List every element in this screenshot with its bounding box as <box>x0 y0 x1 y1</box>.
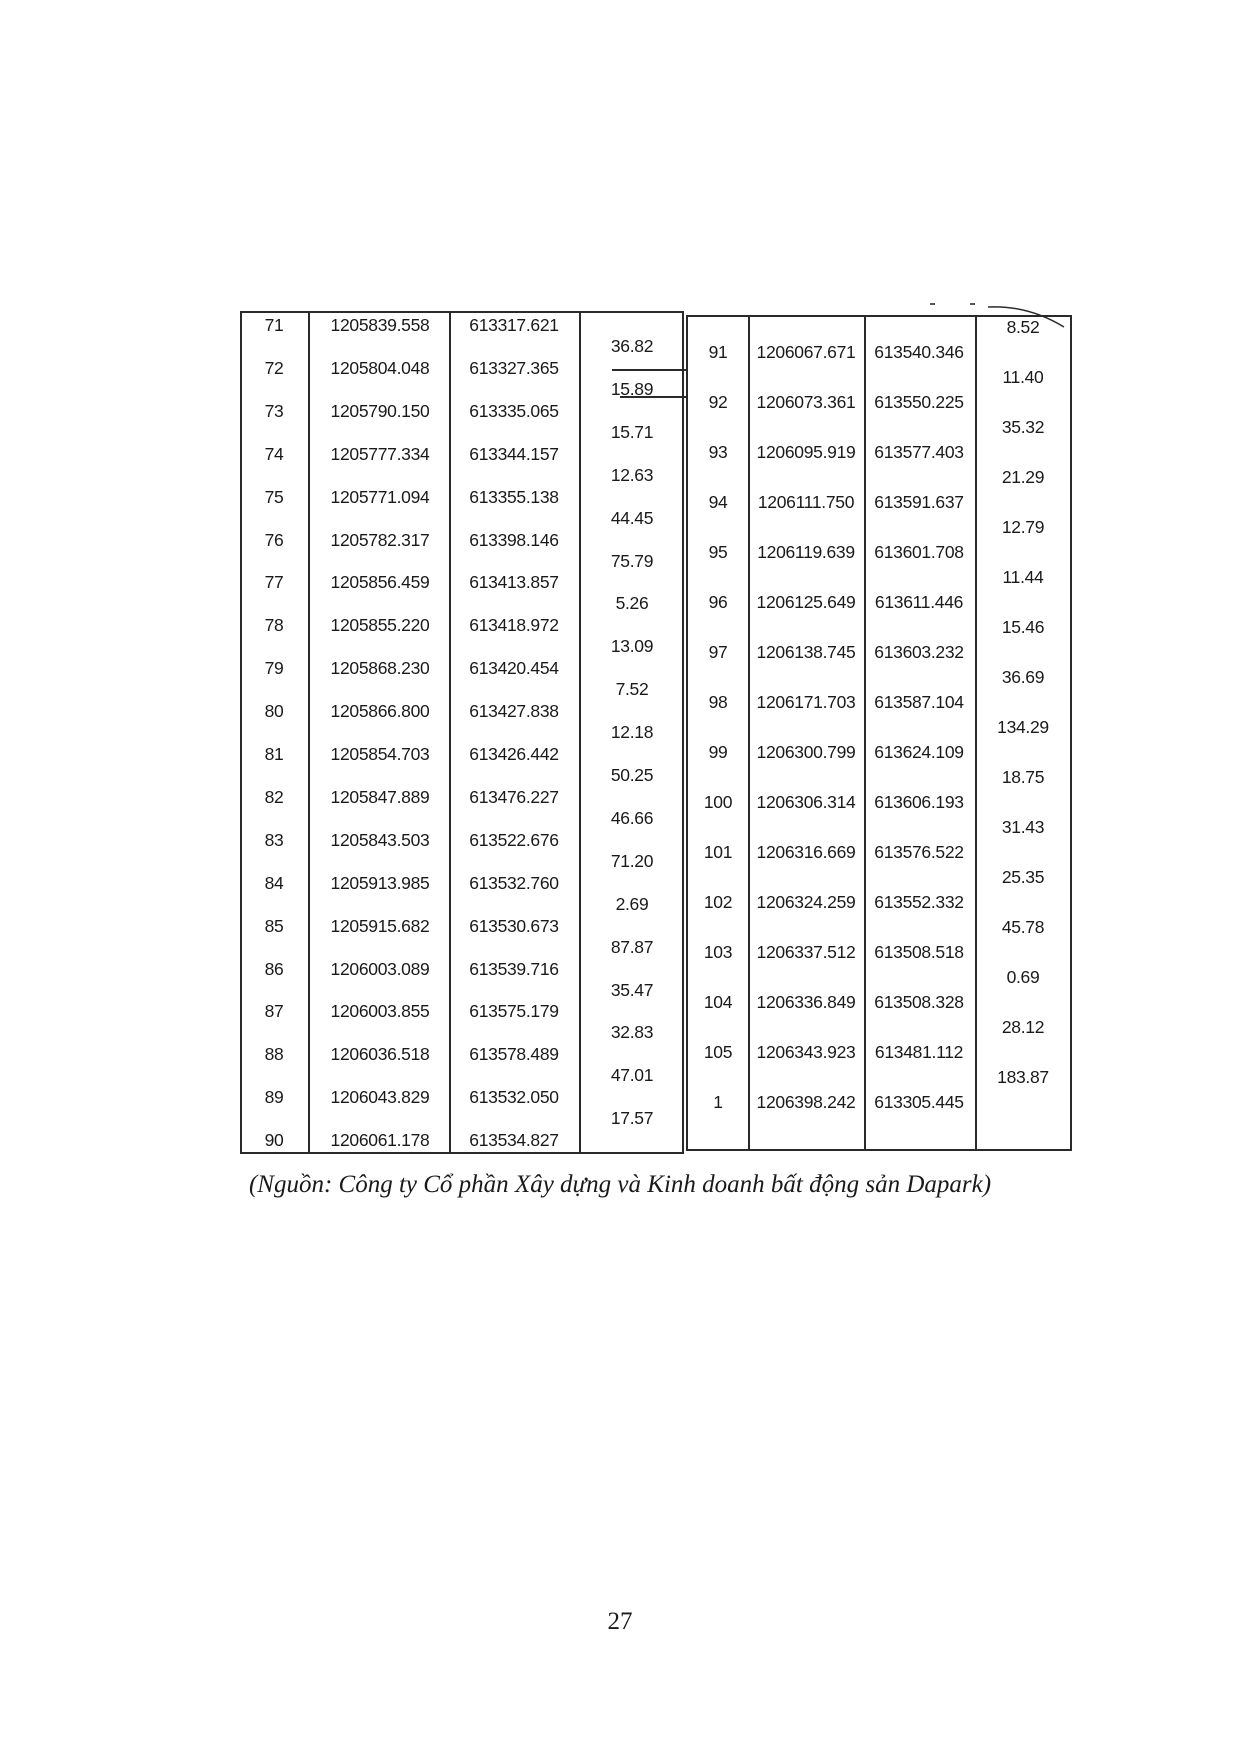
y-coordinate: 613481.112 <box>874 1042 964 1062</box>
y-coordinate: 613603.232 <box>874 642 964 662</box>
segment-distance: 17.57 <box>610 1108 654 1129</box>
y-coordinate: 613576.522 <box>874 842 964 862</box>
page-number: 27 <box>607 1608 633 1635</box>
point-id: 88 <box>264 1044 284 1065</box>
x-coordinate: 1206119.639 <box>757 542 855 562</box>
x-coordinate: 1205915.682 <box>330 915 430 936</box>
x-coordinate: 1205856.459 <box>330 572 430 593</box>
point-id: 105 <box>703 1042 733 1062</box>
point-id: 101 <box>703 842 733 862</box>
x-coordinate: 1205839.558 <box>330 315 430 335</box>
y-coordinate: 613624.109 <box>874 742 964 762</box>
x-coordinate: 1206095.919 <box>756 442 856 462</box>
segment-distance: 47.01 <box>610 1065 654 1086</box>
x-coordinate: 1206343.923 <box>756 1042 856 1062</box>
y-coordinate: 613577.403 <box>874 442 964 462</box>
segment-distance: 75.79 <box>610 550 654 571</box>
point-id: 79 <box>264 658 284 679</box>
scan-artifact <box>970 303 975 305</box>
point-id: 94 <box>708 492 728 512</box>
segment-distance: 2.69 <box>615 893 649 914</box>
x-coordinate: 1206003.089 <box>330 958 430 979</box>
segment-distance: 7.52 <box>615 679 649 700</box>
point-id: 89 <box>264 1087 284 1108</box>
column-divider <box>975 317 977 1149</box>
y-coordinate: 613532.050 <box>469 1087 559 1108</box>
segment-distance: 183.87 <box>997 1067 1049 1087</box>
y-coordinate: 613427.838 <box>469 701 559 722</box>
segment-distance: 35.32 <box>1001 417 1045 437</box>
segment-distance: 5.26 <box>615 593 649 614</box>
y-coordinate: 613355.138 <box>469 486 559 507</box>
segment-distance: 36.82 <box>610 336 654 356</box>
y-coordinate: 613530.673 <box>469 915 559 936</box>
y-coordinate: 613550.225 <box>874 392 964 412</box>
point-id: 71 <box>264 315 284 335</box>
segment-distance: 25.35 <box>1001 867 1045 887</box>
y-coordinate: 613532.760 <box>469 872 559 893</box>
point-id: 97 <box>708 642 728 662</box>
x-coordinate: 1205847.889 <box>330 786 430 807</box>
point-id: 87 <box>264 1001 284 1022</box>
point-id: 93 <box>708 442 728 462</box>
point-id: 84 <box>264 872 284 893</box>
point-id: 103 <box>703 942 733 962</box>
segment-distance: 12.63 <box>610 464 654 485</box>
segment-distance: 12.79 <box>1001 517 1045 537</box>
segment-distance: 32.83 <box>610 1022 654 1043</box>
segment-distance: 35.47 <box>610 979 654 1000</box>
distance-marker-line <box>612 369 686 371</box>
y-coordinate: 613317.621 <box>469 315 559 335</box>
y-coordinate: 613418.972 <box>469 615 559 636</box>
x-coordinate: 1206067.671 <box>756 342 856 362</box>
y-coordinate: 613522.676 <box>469 829 559 850</box>
segment-distance: 0.69 <box>1006 967 1040 987</box>
x-coordinate: 1205782.317 <box>330 529 430 550</box>
source-caption: (Nguồn: Công ty Cổ phần Xây dựng và Kinh doanh bất động sản Dapark) <box>248 1171 992 1198</box>
segment-distance: 71.20 <box>610 850 654 871</box>
y-coordinate: 613575.179 <box>469 1001 559 1022</box>
segment-distance: 8.52 <box>1006 317 1040 337</box>
scan-artifact <box>930 303 935 305</box>
x-coordinate: 1206324.259 <box>756 892 856 912</box>
x-coordinate: 1206061.178 <box>330 1130 430 1151</box>
point-id: 96 <box>708 592 728 612</box>
x-coordinate: 1206316.669 <box>756 842 856 862</box>
y-coordinate: 613587.104 <box>874 692 964 712</box>
point-id: 74 <box>264 443 284 464</box>
segment-distance: 44.45 <box>610 507 654 528</box>
segment-distance: 46.66 <box>610 807 654 828</box>
x-coordinate: 1205790.150 <box>330 400 430 421</box>
x-coordinate: 1206043.829 <box>330 1087 430 1108</box>
y-coordinate: 613305.445 <box>874 1092 964 1112</box>
x-coordinate: 1205771.094 <box>330 486 430 507</box>
point-id: 95 <box>708 542 728 562</box>
y-coordinate: 613335.065 <box>469 400 559 421</box>
point-id: 99 <box>708 742 728 762</box>
y-coordinate: 613591.637 <box>874 492 964 512</box>
column-divider <box>449 313 451 1152</box>
segment-distance: 21.29 <box>1001 467 1045 487</box>
x-coordinate: 1205855.220 <box>330 615 430 636</box>
point-id: 86 <box>264 958 284 979</box>
point-id: 90 <box>264 1130 284 1151</box>
x-coordinate: 1205913.985 <box>330 872 430 893</box>
point-id: 72 <box>264 357 284 378</box>
x-coordinate: 1206300.799 <box>756 742 856 762</box>
segment-distance: 50.25 <box>610 765 654 785</box>
column-divider <box>308 313 310 1152</box>
segment-distance: 18.75 <box>1001 767 1045 787</box>
point-id: 85 <box>264 915 284 936</box>
column-divider <box>579 313 581 1152</box>
y-coordinate: 613578.489 <box>469 1044 559 1065</box>
x-coordinate: 1205868.230 <box>330 658 430 679</box>
x-coordinate: 1205866.800 <box>330 701 430 722</box>
y-coordinate: 613552.332 <box>874 892 964 912</box>
x-coordinate: 1205843.503 <box>330 829 430 850</box>
segment-distance: 12.18 <box>610 722 654 743</box>
x-coordinate: 1206336.849 <box>756 992 856 1012</box>
x-coordinate: 1206398.242 <box>756 1092 856 1112</box>
segment-distance: 31.43 <box>1001 817 1045 837</box>
x-coordinate: 1205777.334 <box>330 443 430 464</box>
point-id: 83 <box>264 829 284 850</box>
y-coordinate: 613611.446 <box>874 592 964 612</box>
segment-distance: 15.46 <box>1001 617 1045 637</box>
point-id: 91 <box>708 342 728 362</box>
segment-distance: 11.40 <box>1002 367 1044 387</box>
point-id: 78 <box>264 615 284 636</box>
y-coordinate: 613534.827 <box>469 1130 559 1151</box>
x-coordinate: 1206138.745 <box>756 642 856 662</box>
y-coordinate: 613540.346 <box>874 342 964 362</box>
x-coordinate: 1206003.855 <box>330 1001 430 1022</box>
segment-distance: 15.89 <box>610 378 654 399</box>
y-coordinate: 613508.518 <box>874 942 964 962</box>
segment-distance: 13.09 <box>610 636 654 657</box>
x-coordinate: 1206306.314 <box>756 792 856 812</box>
point-id: 100 <box>703 792 733 812</box>
point-id: 80 <box>264 701 284 722</box>
point-id: 81 <box>264 744 284 764</box>
column-divider <box>748 317 750 1149</box>
y-coordinate: 613476.227 <box>469 786 559 807</box>
y-coordinate: 613413.857 <box>469 572 559 593</box>
right-coordinate-table <box>686 315 1072 1151</box>
left-coordinate-table <box>240 311 684 1154</box>
y-coordinate: 613539.716 <box>469 958 559 979</box>
segment-distance: 134.29 <box>997 717 1049 737</box>
point-id: 92 <box>708 392 728 412</box>
x-coordinate: 1206036.518 <box>330 1044 430 1065</box>
column-divider <box>864 317 866 1149</box>
x-coordinate: 1206337.512 <box>756 942 856 962</box>
x-coordinate: 1205804.048 <box>330 357 430 378</box>
point-id: 76 <box>264 529 284 550</box>
point-id: 73 <box>264 400 284 421</box>
segment-distance: 15.71 <box>610 421 654 442</box>
point-id: 77 <box>264 572 284 593</box>
point-id: 82 <box>264 786 284 807</box>
point-id: 104 <box>703 992 733 1012</box>
x-coordinate: 1206073.361 <box>756 392 856 412</box>
segment-distance: 87.87 <box>610 936 654 957</box>
y-coordinate: 613606.193 <box>874 792 964 812</box>
segment-distance: 45.78 <box>1001 917 1045 937</box>
x-coordinate: 1205854.703 <box>330 744 430 764</box>
y-coordinate: 613601.708 <box>874 542 964 562</box>
y-coordinate: 613508.328 <box>874 992 964 1012</box>
point-id: 1 <box>713 1092 723 1112</box>
point-id: 102 <box>703 892 733 912</box>
x-coordinate: 1206125.649 <box>756 592 856 612</box>
segment-distance: 36.69 <box>1001 667 1045 687</box>
x-coordinate: 1206111.750 <box>757 492 855 512</box>
y-coordinate: 613426.442 <box>469 744 559 764</box>
y-coordinate: 613398.146 <box>469 529 559 550</box>
point-id: 75 <box>264 486 284 507</box>
y-coordinate: 613327.365 <box>469 357 559 378</box>
segment-distance: 11.44 <box>1002 567 1044 587</box>
segment-distance: 28.12 <box>1001 1017 1045 1037</box>
x-coordinate: 1206171.703 <box>756 692 856 712</box>
y-coordinate: 613344.157 <box>469 443 559 464</box>
point-id: 98 <box>708 692 728 712</box>
y-coordinate: 613420.454 <box>469 658 559 679</box>
